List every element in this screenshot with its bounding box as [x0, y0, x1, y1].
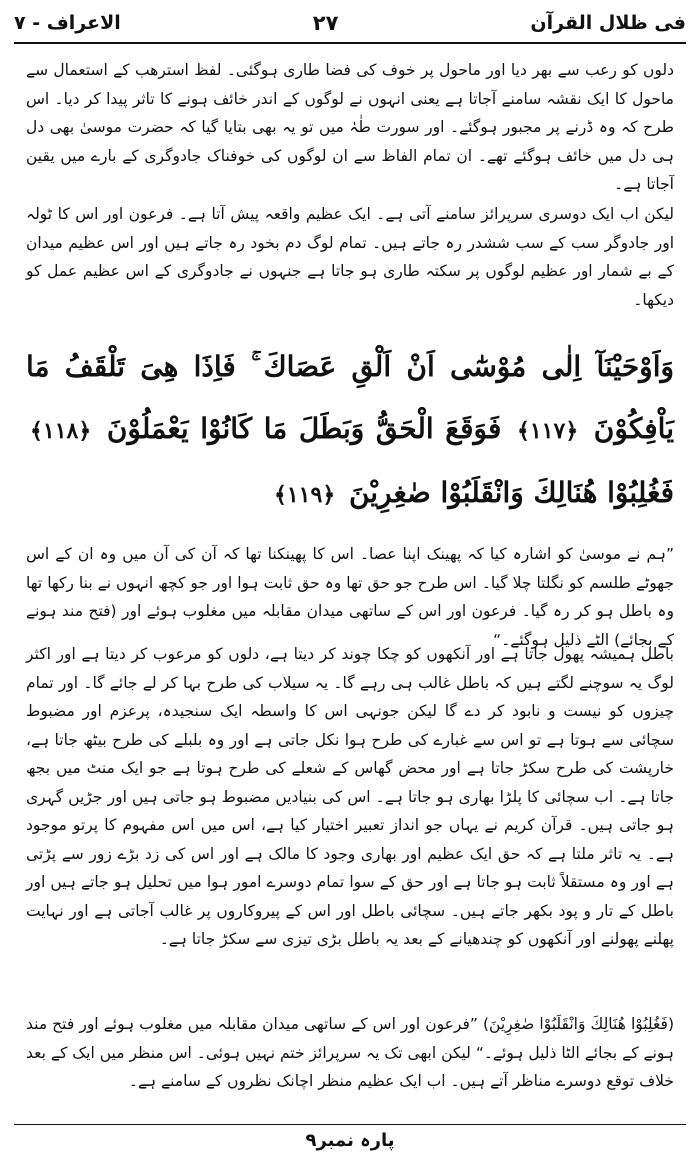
page-footer: پارہ نمبر۹	[305, 1130, 395, 1151]
page-header	[14, 6, 686, 40]
verse-end-marker-117: ﴿۱۱۷﴾	[516, 418, 579, 444]
paragraph-closing: (فَغُلِبُوْا هُنَالِكَ وَانْقَلَبُوْا صٰغِرِيْنَ) ”فرعون اور اس کے ساتھی میدان مقابلہ میں مغلوب ہوئے اور فتح مند ہونے کے بجائے الٹا ذلیل ہوئے۔“ لیکن ابھی تک یہ سرپرائز ختم نہیں ہوئی۔ اس منظر میں ایک کے بعد خلاف توقع دوسرے مناظر آتے ہیں۔ اب ایک عظیم منظر اچانک نظروں کے سامنے ہے۔	[26, 1015, 674, 1090]
surah-name: الاعراف - ۷	[14, 12, 121, 34]
page-number: ۲۷	[312, 11, 339, 35]
paragraph-commentary: باطل ہمیشہ پھول جاتا ہے اور آنکھوں کو چکا چوند کر دیتا ہے، دلوں کو مرعوب کر دیتا ہے اور اکثر لوگ یہ سوچنے لگتے ہیں کہ باطل غالب ہی رہے گا۔ یہ سیلاب کی طرح بہا کر لے جائے گا۔ اور تمام چیزوں کو نیست و نابود کر دے گا لیکن جونہی اس کا واسطہ ایک سنجیدہ، پرعزم اور مضبوط سچائی سے ہوتا ہے تو اس سے غبارے کی طرح ہوا نکل جاتی ہے اور وہ بلبلے کی طرح بیٹھ جاتا ہے، خارپشت کی طرح سکڑ جاتا ہے اور محض گھاس کے شعلے کی طرح ہوتا ہے جو ایک منٹ میں بجھ جاتا ہے۔ اب سچائی کا پلڑا بھاری ہو جاتا ہے۔ اس کی بنیادیں مضبوط ہو جاتی ہیں اور جڑیں گہری ہو جاتی ہیں۔ قرآن کریم نے یہاں جو انداز تعبیر اختیار کیا ہے، اس میں اس مفہوم کا پرتو موجود ہے۔ یہ تاثر ملتا ہے کہ حق ایک عظیم اور بھاری وجود کا مالک ہے اور اس کی زد بڑے زور سے پڑتی ہے اور وہ مستقلاً ثابت ہو جاتا ہے اور حق کے سوا تمام دوسرے امور ہوا میں تحلیل ہو جاتے ہیں اور باطل کے تار و پود بکھر جاتے ہیں۔ سچائی باطل اور اس کے پیروکاروں پر غالب آجاتی ہے اور نہایت پھلنے پھولنے اور آنکھوں کو چندھیانے کے بعد یہ باطل بڑی تیزی سے سکڑ جاتا ہے۔	[26, 645, 674, 948]
verse-text-118: فَوَقَعَ الْحَقُّ وَبَطَلَ مَا كَانُوْا يَعْمَلُوْنَ	[106, 412, 502, 445]
book-title: فی ظلال القرآن	[530, 12, 686, 34]
footer-rule	[14, 1124, 686, 1125]
quran-verse-block	[26, 336, 674, 526]
paragraph-intro: دلوں کو رعب سے بھر دیا اور ماحول پر خوف کی فضا طاری ہوگئی۔ لفظ استرھب کے استعمال سے ماحول کا ایک نقشہ سامنے آجاتا ہے یعنی انہوں نے لوگوں کے اندر خائف ہونے کا تاثر پیدا کر دیا۔ اس طرح کہ وہ ڈرنے پر مجبور ہوگئے۔ اور سورت طٰہٰ میں تو یہ بھی بتایا گیا کہ حضرت موسیٰ بھی دل ہی دل میں خائف ہوگئے تھے۔ ان تمام الفاظ سے ان لوگوں کی خوفناک جادوگری کے بارے میں یقین آجاتا ہے۔	[26, 61, 674, 193]
paragraph-surprise: لیکن اب ایک دوسری سرپرائز سامنے آتی ہے۔ ایک عظیم واقعہ پیش آتا ہے۔ فرعون اور اس کا ٹولہ اور جادوگر سب کے سب ششدر رہ جاتے ہیں۔ تمام لوگ دم بخود رہ جاتے ہیں اور اس عظیم میدان کے بے شمار اور عظیم لوگوں پر سکتہ طاری ہو جاتا ہے جنہوں نے جادوگری کے اس عظیم عمل کو دیکھا۔	[26, 205, 674, 309]
verse-end-marker-119: ﴿۱۱۹﴾	[273, 482, 336, 508]
header-rule	[14, 42, 686, 44]
verse-text-117: وَاَوْحَيْنَآ اِلٰى مُوْسٰٓى اَنْ اَلْقِ عَصَاكَ ۚ فَاِذَا هِىَ تَلْقَفُ مَا يَاْفِكُوْنَ	[26, 350, 675, 445]
verse-text-119: فَغُلِبُوْا هُنَالِكَ وَانْقَلَبُوْا صٰغِرِيْنَ	[348, 476, 674, 509]
paragraph-translation: ”ہم نے موسیٰ کو اشارہ کیا کہ پھینک اپنا عصا۔ اس کا پھینکنا تھا کہ آن کی آن میں وہ ان کے اس جھوٹے طلسم کو نگلتا چلا گیا۔ اس طرح جو حق تھا وہ حق ثابت ہوا اور جو کچھ انہوں نے بنا رکھا تھا وہ باطل ہو کر رہ گیا۔ فرعون اور اس کے ساتھی میدان مقابلہ میں مغلوب ہوئے اور (فتح مند ہونے کے بجائے) الٹے ذلیل ہوگئے۔“	[26, 545, 674, 649]
verse-end-marker-118: ﴿۱۱۸﴾	[30, 418, 92, 444]
